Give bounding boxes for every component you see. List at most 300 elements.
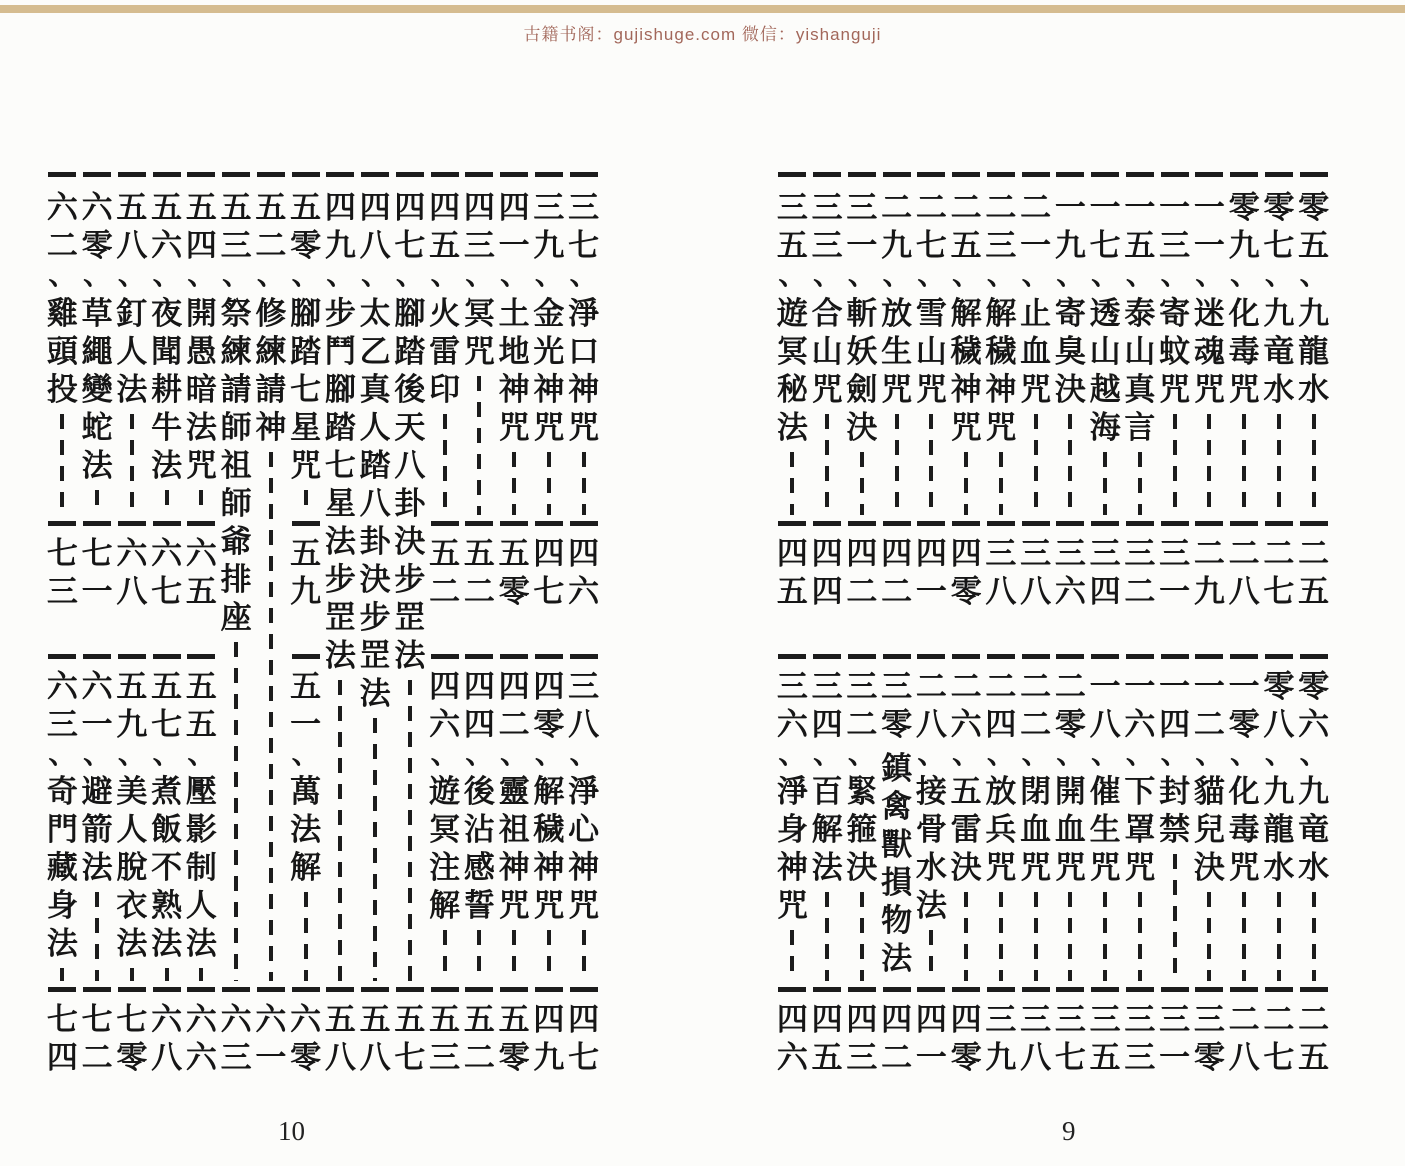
entry-title-char: 熟 xyxy=(151,888,183,923)
page-number-digit: 一 xyxy=(915,574,947,609)
toc-page-number xyxy=(845,189,880,291)
page-number-digit: 一 xyxy=(1193,669,1225,704)
leader-line xyxy=(1207,414,1211,515)
dash-mark xyxy=(465,521,493,526)
dash-mark xyxy=(153,521,181,526)
toc-page-number xyxy=(566,517,601,611)
comma-mark: 、 xyxy=(1195,739,1224,770)
entry-title-char: 神 xyxy=(985,372,1017,407)
entry-separator xyxy=(149,168,184,186)
toc-column xyxy=(949,165,984,1090)
page-number-digit: 三 xyxy=(1089,536,1121,571)
entry-title-char: 法 xyxy=(881,941,913,976)
entry-title-char: 釘 xyxy=(116,296,148,331)
comma-mark: 、 xyxy=(500,739,529,770)
page-number-digit: 六 xyxy=(81,669,113,704)
entry-title-char: 步 xyxy=(359,600,391,635)
entry-title-char: 山 xyxy=(1089,334,1121,369)
page-number-digit: 零 xyxy=(1263,190,1295,225)
entry-title-char: 緊 xyxy=(846,774,878,809)
toc-page-number xyxy=(149,517,184,611)
page-number-digit: 三 xyxy=(985,1002,1017,1037)
dash-mark xyxy=(1265,172,1293,177)
entry-title xyxy=(1123,295,1158,517)
entry-title-char: 寄 xyxy=(1054,296,1086,331)
page-number-digit: 五 xyxy=(429,1002,461,1037)
page-number-digit: 一 xyxy=(1159,1040,1191,1075)
leader-line xyxy=(165,968,169,981)
page-number-digit: 六 xyxy=(46,669,78,704)
toc-column xyxy=(184,165,219,1090)
toc-page-number xyxy=(115,983,150,1077)
comma-mark: 、 xyxy=(361,260,390,291)
toc-page-number xyxy=(184,517,219,611)
toc-column xyxy=(427,165,462,1090)
page-number-digit: 二 xyxy=(881,574,913,609)
page-number-digit: 四 xyxy=(985,707,1017,742)
entry-title-char: 真 xyxy=(1124,372,1156,407)
top-scan-bar xyxy=(0,5,1405,13)
toc-page-number xyxy=(1157,650,1192,770)
entry-title-char: 法 xyxy=(185,410,217,445)
entry-title-char: 法 xyxy=(324,524,356,559)
toc-column xyxy=(914,165,949,1090)
page-number-digit: 二 xyxy=(498,707,530,742)
toc-page-number xyxy=(1262,983,1297,1077)
toc-page-number xyxy=(462,517,497,611)
dash-mark xyxy=(118,521,146,526)
entry-title-char: 腳 xyxy=(394,296,426,331)
comma-mark: 、 xyxy=(187,260,216,291)
page-number-digit: 九 xyxy=(1193,574,1225,609)
comma-mark: 、 xyxy=(152,260,181,291)
dash-mark xyxy=(1300,521,1328,526)
page-number-digit: 三 xyxy=(846,1040,878,1075)
entry-title-char: 神 xyxy=(568,850,600,885)
entry-title-char: 咒 xyxy=(463,334,495,369)
comma-mark: 、 xyxy=(778,739,807,770)
entry-title-char: 太 xyxy=(359,296,391,331)
toc-page-number xyxy=(358,189,393,291)
entry-title-char: 決 xyxy=(394,524,426,559)
dash-mark xyxy=(48,172,76,177)
page-number-digit: 八 xyxy=(1020,1040,1052,1075)
toc-page-number xyxy=(1262,189,1297,291)
toc-page-number xyxy=(810,517,845,611)
leader-line xyxy=(790,930,794,981)
toc-page-number xyxy=(497,189,532,291)
entry-title-char: 蚊 xyxy=(1159,334,1191,369)
comma-mark: 、 xyxy=(1299,260,1328,291)
entry-title xyxy=(810,295,845,517)
toc-page-number xyxy=(949,650,984,770)
entry-separator xyxy=(984,168,1019,186)
entry-title-char: 土 xyxy=(498,296,530,331)
entry-separator xyxy=(1227,168,1262,186)
page-number-digit: 五 xyxy=(1298,1040,1330,1075)
page-number-digit: 二 xyxy=(1054,669,1086,704)
comma-mark: 、 xyxy=(917,739,946,770)
entry-title xyxy=(1227,295,1262,517)
page-number-digit: 四 xyxy=(915,536,947,571)
dash-mark xyxy=(326,987,354,992)
page-number-digit: 零 xyxy=(1228,707,1260,742)
entry-title-char: 咒 xyxy=(1159,372,1191,407)
watermark-header: 古籍书阁：gujishuge.com 微信：yishanguji xyxy=(523,25,882,44)
entry-title-char: 罩 xyxy=(1124,812,1156,847)
dash-mark xyxy=(465,987,493,992)
page-number-digit: 四 xyxy=(533,669,565,704)
entry-title-char: 誓 xyxy=(463,888,495,923)
entry-title-char: 放 xyxy=(881,296,913,331)
entry-title-char: 暗 xyxy=(185,372,217,407)
dash-mark xyxy=(222,987,250,992)
dash-mark xyxy=(118,654,146,659)
entry-title-char: 劍 xyxy=(846,372,878,407)
comma-mark: 、 xyxy=(847,260,876,291)
toc-page-number xyxy=(1192,983,1227,1077)
entry-title xyxy=(1227,773,1262,983)
entry-title xyxy=(1018,773,1053,983)
page-number-digit: 一 xyxy=(1020,228,1052,263)
page-number-digit: 二 xyxy=(429,574,461,609)
entry-title-char: 解 xyxy=(950,296,982,331)
toc-page-number xyxy=(1157,517,1192,611)
entry-title-char: 法 xyxy=(324,638,356,673)
entry-title-char: 脫 xyxy=(116,850,148,885)
page-number-digit: 八 xyxy=(568,707,600,742)
page-number-digit: 七 xyxy=(1263,1040,1295,1075)
toc-page-number xyxy=(914,517,949,611)
toc-page-number xyxy=(1053,189,1088,291)
entry-title-char: 開 xyxy=(185,296,217,331)
toc-page-number xyxy=(254,983,289,1077)
toc-column xyxy=(984,165,1019,1090)
entry-title-char: 奇 xyxy=(46,774,78,809)
comma-mark: 、 xyxy=(500,260,529,291)
page-number-digit: 二 xyxy=(1020,707,1052,742)
page-number-digit: 六 xyxy=(290,1002,322,1037)
entry-title-char: 禁 xyxy=(1159,812,1191,847)
page-number-digit: 零 xyxy=(1228,190,1260,225)
toc-page-number xyxy=(845,983,880,1077)
entry-title xyxy=(462,295,497,517)
entry-title-char: 祭 xyxy=(220,296,252,331)
page-number-digit: 零 xyxy=(533,707,565,742)
entry-title-char: 化 xyxy=(1228,296,1260,331)
entry-title-char: 門 xyxy=(46,812,78,847)
entry-title xyxy=(323,295,358,983)
dash-mark xyxy=(431,172,459,177)
entry-title xyxy=(775,773,810,983)
leader-line xyxy=(582,452,586,515)
entry-title xyxy=(1053,773,1088,983)
dash-mark xyxy=(952,654,980,659)
leader-line xyxy=(1034,414,1038,515)
page-number-digit: 四 xyxy=(498,190,530,225)
toc-page-number xyxy=(1192,517,1227,611)
comma-mark: 、 xyxy=(395,260,424,291)
entry-title xyxy=(775,295,810,517)
page-number-digit: 五 xyxy=(429,228,461,263)
page-number-digit: 八 xyxy=(1263,707,1295,742)
toc-page-number xyxy=(566,983,601,1077)
dash-mark xyxy=(952,521,980,526)
entry-title-char: 骨 xyxy=(915,812,947,847)
entry-separator xyxy=(45,168,80,186)
toc-column xyxy=(1192,165,1227,1090)
page-number-digit: 五 xyxy=(498,1002,530,1037)
page-number-digit: 二 xyxy=(1193,536,1225,571)
page-number-digit: 三 xyxy=(220,228,252,263)
entry-title-char: 避 xyxy=(81,774,113,809)
dash-mark xyxy=(1022,521,1050,526)
dash-mark xyxy=(48,654,76,659)
entry-title xyxy=(1088,773,1123,983)
entry-title-char: 練 xyxy=(255,334,287,369)
comma-mark: 、 xyxy=(48,739,77,770)
entry-title-char: 步 xyxy=(324,296,356,331)
comma-mark: 、 xyxy=(117,260,146,291)
page-number-digit: 二 xyxy=(985,190,1017,225)
entry-title-char: 法 xyxy=(81,448,113,483)
entry-title-char: 法 xyxy=(915,888,947,923)
leader-line xyxy=(825,414,829,515)
page-number-digit: 一 xyxy=(498,228,530,263)
entry-title-char: 變 xyxy=(81,372,113,407)
entry-title-char: 決 xyxy=(846,410,878,445)
entry-title-char: 七 xyxy=(324,448,356,483)
dash-mark xyxy=(848,172,876,177)
entry-title-char: 注 xyxy=(429,850,461,885)
page-number-digit: 四 xyxy=(463,190,495,225)
toc-page-number xyxy=(184,983,219,1077)
entry-title-char: 咒 xyxy=(498,410,530,445)
page-number-digit: 七 xyxy=(81,1002,113,1037)
entry-separator xyxy=(1296,168,1331,186)
entry-title-char: 咒 xyxy=(1228,372,1260,407)
page-number-digit: 二 xyxy=(1193,707,1225,742)
entry-title-char: 水 xyxy=(1298,850,1330,885)
leader-line xyxy=(199,968,203,981)
entry-title-char: 淨 xyxy=(568,774,600,809)
toc-page-number xyxy=(184,650,219,770)
toc-page-number xyxy=(984,189,1019,291)
page-number-digit: 三 xyxy=(1020,1002,1052,1037)
toc-column xyxy=(1018,165,1053,1090)
entry-title-char: 制 xyxy=(185,850,217,885)
toc-page-number xyxy=(462,189,497,291)
dash-mark xyxy=(883,521,911,526)
entry-title-char: 聞 xyxy=(151,334,183,369)
entry-separator xyxy=(115,168,150,186)
dash-mark xyxy=(1022,987,1050,992)
page-number-digit: 五 xyxy=(1298,228,1330,263)
toc-page-number xyxy=(149,650,184,770)
leader-line xyxy=(60,968,64,981)
page-number-digit: 二 xyxy=(1020,190,1052,225)
leader-line xyxy=(234,642,238,981)
toc-page-number xyxy=(1296,189,1331,291)
entry-separator xyxy=(80,168,115,186)
leader-line xyxy=(165,490,169,515)
toc-page-number xyxy=(775,517,810,611)
entry-title-char: 罡 xyxy=(394,600,426,635)
entry-title-char: 解 xyxy=(533,774,565,809)
comma-mark: 、 xyxy=(569,739,598,770)
toc-page-number xyxy=(810,189,845,291)
toc-page-number xyxy=(219,189,254,291)
leader-line xyxy=(373,718,377,981)
toc-page-number xyxy=(1088,189,1123,291)
entry-title-char: 兒 xyxy=(1193,812,1225,847)
page-number-digit: 零 xyxy=(1298,669,1330,704)
page-number-digit: 一 xyxy=(1159,190,1191,225)
entry-title xyxy=(358,295,393,983)
entry-title-char: 咒 xyxy=(776,888,808,923)
leader-line xyxy=(477,930,481,981)
toc-page-number xyxy=(1123,650,1158,770)
comma-mark: 、 xyxy=(1195,260,1224,291)
page-number-digit: 八 xyxy=(324,1040,356,1075)
toc-column xyxy=(1157,165,1192,1090)
page-number-digit: 零 xyxy=(881,707,913,742)
toc-page-number xyxy=(288,189,323,291)
leader-line xyxy=(1138,892,1142,981)
toc-page-number xyxy=(288,983,323,1077)
dash-mark xyxy=(431,987,459,992)
dash-mark xyxy=(396,987,424,992)
page-number-digit: 二 xyxy=(1020,669,1052,704)
comma-mark: 、 xyxy=(117,739,146,770)
leader-line xyxy=(408,680,412,981)
page-number-digit: 七 xyxy=(46,1002,78,1037)
toc-page-number xyxy=(427,189,462,291)
entry-title xyxy=(497,295,532,517)
entry-title-char: 血 xyxy=(1020,812,1052,847)
page-number-digit: 三 xyxy=(568,669,600,704)
comma-mark: 、 xyxy=(430,739,459,770)
leader-line xyxy=(1068,892,1072,981)
leader-line xyxy=(1103,452,1107,515)
page-number-digit: 六 xyxy=(151,1002,183,1037)
dash-mark xyxy=(917,654,945,659)
dash-mark xyxy=(257,987,285,992)
entry-title-char: 獸 xyxy=(881,827,913,862)
entry-title xyxy=(288,773,323,983)
entry-title-char: 修 xyxy=(255,296,287,331)
toc-page-number xyxy=(845,517,880,611)
page-number-digit: 五 xyxy=(950,228,982,263)
page-number-digit: 二 xyxy=(255,228,287,263)
entry-title-char: 山 xyxy=(811,334,843,369)
page-number-digit: 五 xyxy=(290,669,322,704)
toc-page-number xyxy=(1123,983,1158,1077)
dash-mark xyxy=(848,987,876,992)
page-number-digit: 五 xyxy=(1124,228,1156,263)
entry-separator xyxy=(810,168,845,186)
leader-line xyxy=(1103,892,1107,981)
page-number-digit: 三 xyxy=(1124,1040,1156,1075)
dash-mark xyxy=(1091,654,1119,659)
page-number-digit: 零 xyxy=(950,574,982,609)
entry-title xyxy=(149,295,184,517)
page-number-digit: 四 xyxy=(1159,707,1191,742)
entry-separator xyxy=(462,168,497,186)
page-number-digit: 二 xyxy=(81,1040,113,1075)
book-page-right xyxy=(775,165,1331,1090)
page-number-digit: 二 xyxy=(46,228,78,263)
toc-page-number xyxy=(914,189,949,291)
entry-title-char: 禽 xyxy=(881,789,913,824)
page-number-digit: 五 xyxy=(185,669,217,704)
toc-column xyxy=(393,165,428,1090)
dash-mark xyxy=(952,172,980,177)
entry-separator xyxy=(184,168,219,186)
entry-title xyxy=(393,295,428,983)
entry-title-char: 神 xyxy=(950,372,982,407)
comma-mark: 、 xyxy=(465,739,494,770)
entry-title-char: 後 xyxy=(463,774,495,809)
entry-title xyxy=(115,773,150,983)
dash-mark xyxy=(1265,654,1293,659)
entry-separator xyxy=(1123,168,1158,186)
dash-mark xyxy=(292,172,320,177)
dash-mark xyxy=(292,987,320,992)
comma-mark: 、 xyxy=(1056,260,1085,291)
entry-title xyxy=(1088,295,1123,517)
toc-page-number xyxy=(115,650,150,770)
page-number-digit: 六 xyxy=(950,707,982,742)
page-number-digit: 二 xyxy=(1263,1002,1295,1037)
page-number-digit: 四 xyxy=(324,190,356,225)
entry-title-char: 解 xyxy=(985,296,1017,331)
toc-page-number xyxy=(1088,983,1123,1077)
page-number-digit: 四 xyxy=(915,1002,947,1037)
entry-title-char: 咒 xyxy=(985,850,1017,885)
page-number-digit: 九 xyxy=(1228,228,1260,263)
comma-mark: 、 xyxy=(256,260,285,291)
page-number-digit: 四 xyxy=(811,1002,843,1037)
toc-column xyxy=(497,165,532,1090)
leader-line xyxy=(860,892,864,981)
leader-line xyxy=(1312,414,1316,515)
page-number-digit: 六 xyxy=(46,190,78,225)
entry-title-char: 冥 xyxy=(429,812,461,847)
dash-mark xyxy=(778,521,806,526)
comma-mark: 、 xyxy=(1230,260,1259,291)
toc-page-number xyxy=(497,517,532,611)
entry-title-char: 九 xyxy=(1263,774,1295,809)
page-number-digit: 四 xyxy=(46,1040,78,1075)
dash-mark xyxy=(118,172,146,177)
dash-mark xyxy=(500,521,528,526)
dash-mark xyxy=(1265,521,1293,526)
toc-page-number xyxy=(984,650,1019,770)
toc-page-number xyxy=(845,650,880,770)
toc-column xyxy=(219,165,254,1090)
page-number-digit: 一 xyxy=(81,707,113,742)
toc-column xyxy=(288,165,323,1090)
toc-column xyxy=(845,165,880,1090)
toc-column xyxy=(254,165,289,1090)
entry-title-char: 神 xyxy=(533,372,565,407)
leader-line xyxy=(929,930,933,981)
dash-mark xyxy=(1265,987,1293,992)
entry-title-char: 鎮 xyxy=(881,751,913,786)
comma-mark: 、 xyxy=(1091,739,1120,770)
dash-mark xyxy=(500,172,528,177)
